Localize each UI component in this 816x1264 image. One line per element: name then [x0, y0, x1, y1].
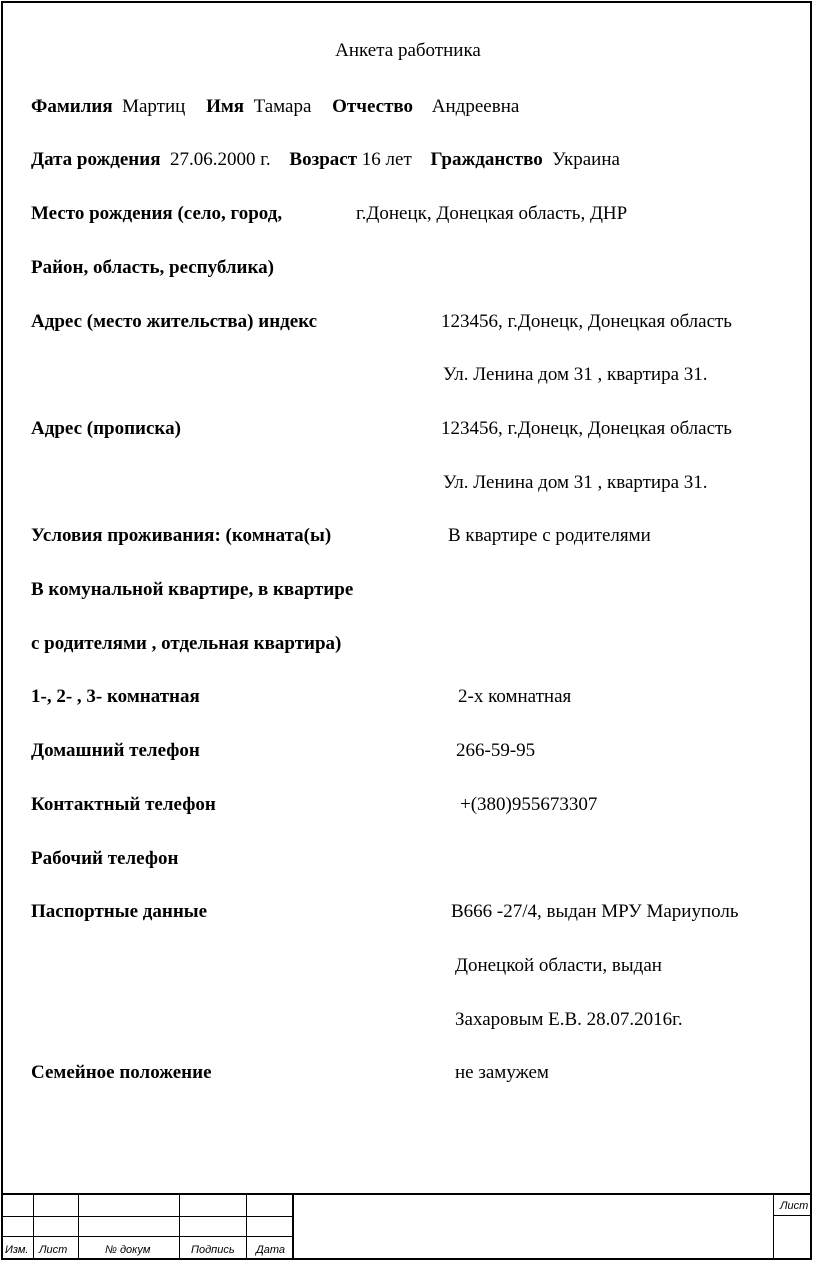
rooms-label-text: 1-, 2- , 3- комнатная	[31, 686, 200, 707]
stamp-sheet-label: Лист	[780, 1200, 809, 1212]
name-row	[31, 96, 519, 118]
stamp-list: Лист	[39, 1244, 68, 1256]
birth-row	[31, 149, 620, 171]
stamp-col-1	[33, 1193, 34, 1260]
stamp-signature: Подпись	[191, 1244, 235, 1256]
patronymic-label: Отчество	[332, 96, 414, 117]
passport-label-text: Паспортные данные	[31, 901, 208, 922]
stamp-col-4	[246, 1193, 247, 1260]
living-conditions-value: В квартире с родителями	[448, 525, 651, 546]
patronymic-value: Андреевна	[431, 96, 520, 117]
passport-label	[31, 901, 207, 923]
stamp-sheet-col	[773, 1193, 774, 1260]
stamp-doc-no: № докум	[105, 1244, 151, 1256]
living-conditions-label-1	[31, 525, 331, 547]
stamp-izm: Изм.	[5, 1244, 29, 1256]
stamp-row-line-1	[1, 1216, 293, 1217]
marital-value: не замужем	[455, 1062, 549, 1083]
registration-address-line-2: Ул. Ленина дом 31 , квартира 31.	[443, 472, 708, 493]
registration-address-line-1: 123456, г.Донецк, Донецкая область	[441, 418, 732, 439]
stamp-date: Дата	[256, 1244, 286, 1256]
work-phone-label-text: Рабочий телефон	[31, 848, 179, 869]
registration-address-label-text: Адрес (прописка)	[31, 418, 181, 439]
surname-value: Мартиц	[122, 96, 186, 117]
rooms-value: 2-х комнатная	[458, 686, 572, 707]
living-conditions-label-2-text: В комунальной квартире, в квартире	[31, 579, 354, 600]
stamp-col-2	[78, 1193, 79, 1260]
birthplace-label-2-text: Район, область, республика)	[31, 257, 274, 278]
home-phone-label-text: Домашний телефон	[31, 740, 200, 761]
form-title: Анкета работника	[335, 40, 481, 61]
home-phone-value: 266-59-95	[456, 740, 536, 761]
contact-phone-label-text: Контактный телефон	[31, 794, 216, 815]
stamp-row-line-2	[1, 1236, 293, 1237]
marital-label	[31, 1062, 212, 1084]
living-conditions-label-3-text: с родителями , отдельная квартира)	[31, 633, 342, 654]
passport-line-1: В666 -27/4, выдан МРУ Мариуполь	[451, 901, 739, 922]
surname-label: Фамилия	[31, 96, 113, 117]
home-phone-label	[31, 740, 200, 762]
stamp-top-border	[1, 1193, 812, 1195]
passport-line-3: Захаровым Е.В. 28.07.2016г.	[455, 1009, 683, 1030]
residence-address-label-text: Адрес (место жительства) индекс	[31, 311, 318, 332]
citizenship-value: Украина	[552, 149, 620, 170]
work-phone-label	[31, 848, 178, 870]
age-label: Возраст	[289, 149, 358, 170]
age-value: 16 лет	[361, 149, 412, 170]
stamp-col-5	[292, 1193, 294, 1260]
residence-address-line-2: Ул. Ленина дом 31 , квартира 31.	[443, 364, 708, 385]
birthplace-label-2	[31, 257, 274, 279]
name-label: Имя	[206, 96, 245, 117]
residence-address-line-1: 123456, г.Донецк, Донецкая область	[441, 311, 732, 332]
name-value: Тамара	[253, 96, 312, 117]
marital-label-text: Семейное положение	[31, 1062, 212, 1083]
citizenship-label: Гражданство	[430, 149, 543, 170]
stamp-col-3	[179, 1193, 180, 1260]
contact-phone-label	[31, 794, 216, 816]
passport-line-2: Донецкой области, выдан	[455, 955, 662, 976]
birthplace-label-1	[31, 203, 282, 225]
title-block	[1, 1193, 812, 1260]
rooms-label	[31, 686, 200, 708]
birthplace-value: г.Донецк, Донецкая область, ДНР	[356, 203, 628, 224]
residence-address-label	[31, 311, 317, 333]
living-conditions-label-1-text: Условия проживания: (комната(ы)	[31, 525, 332, 546]
birthdate-label: Дата рождения	[31, 149, 161, 170]
birthdate-value: 27.06.2000 г.	[169, 149, 271, 170]
contact-phone-value: +(380)955673307	[460, 794, 598, 815]
birthplace-label-1-text: Место рождения (село, город,	[31, 203, 283, 224]
registration-address-label	[31, 418, 181, 440]
living-conditions-label-2	[31, 579, 353, 601]
living-conditions-label-3	[31, 633, 341, 655]
stamp-sheet-line	[773, 1215, 812, 1216]
